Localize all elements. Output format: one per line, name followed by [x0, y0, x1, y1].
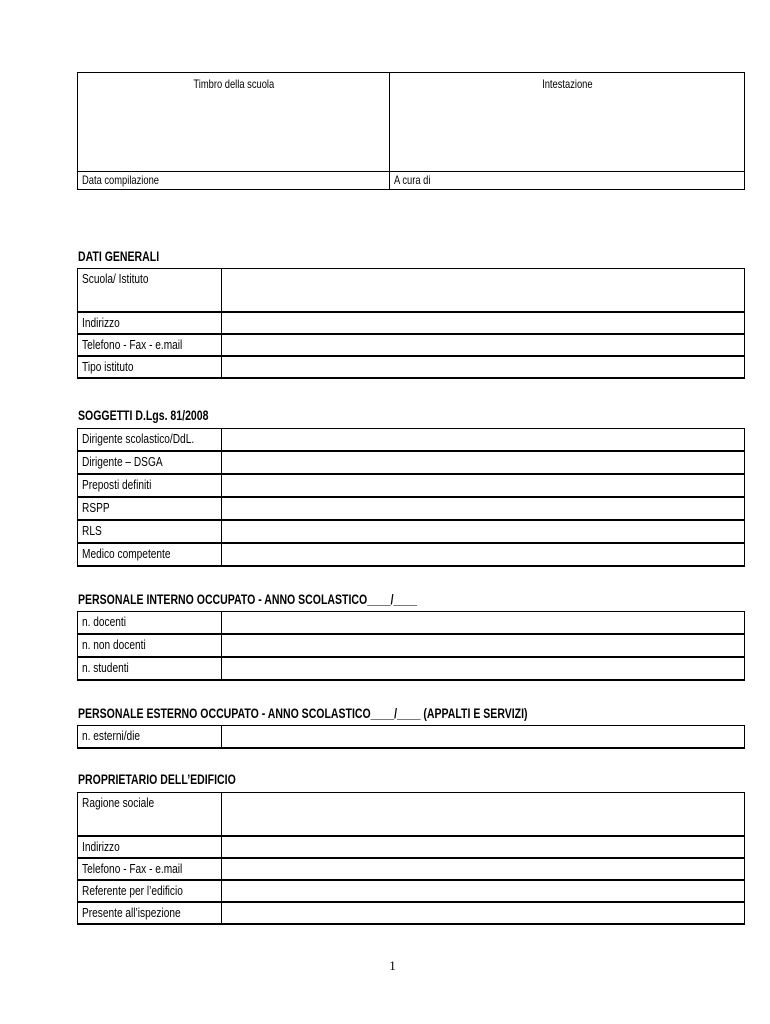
- value-field[interactable]: [222, 612, 745, 635]
- section-title-personale-interno: PERSONALE INTERNO OCCUPATO - ANNO SCOLASTICO____/____: [78, 592, 417, 607]
- value-field[interactable]: [222, 880, 745, 902]
- table-row: [78, 634, 745, 657]
- row-label: Ragione sociale: [78, 793, 222, 837]
- row-label: Tipo istituto: [78, 356, 222, 378]
- row-label: Telefono - Fax - e.mail: [78, 334, 222, 356]
- row-label: n. esterni/die: [78, 726, 222, 749]
- value-field[interactable]: [222, 497, 745, 520]
- table-row: [78, 858, 745, 880]
- value-field[interactable]: [222, 836, 745, 858]
- row-label: n. docenti: [78, 612, 222, 635]
- table-row: [78, 497, 745, 520]
- value-field[interactable]: [222, 520, 745, 543]
- table-row: [78, 657, 745, 680]
- row-label: Dirigente scolastico/DdL.: [78, 429, 222, 452]
- table-row: [78, 612, 745, 635]
- value-field[interactable]: [222, 543, 745, 566]
- section-title-personale-esterno: PERSONALE ESTERNO OCCUPATO - ANNO SCOLASTICO____/____ (APPALTI E SERVIZI): [78, 706, 528, 721]
- value-field[interactable]: [222, 793, 745, 837]
- header-table: [77, 72, 745, 190]
- table-row: [78, 269, 745, 313]
- school-stamp-label: Timbro della scuola: [193, 77, 274, 91]
- personale-esterno-table: [77, 725, 745, 749]
- value-field[interactable]: [222, 429, 745, 452]
- table-row: [78, 429, 745, 452]
- heading-label: Intestazione: [541, 77, 593, 91]
- table-row: [78, 880, 745, 902]
- curator-cell[interactable]: [390, 172, 745, 190]
- table-row: [78, 356, 745, 378]
- value-field[interactable]: [222, 902, 745, 924]
- table-row: [78, 334, 745, 356]
- table-row: [78, 902, 745, 924]
- soggetti-table: [77, 428, 745, 567]
- value-field[interactable]: [222, 474, 745, 497]
- row-label: Referente per l’edificio: [78, 880, 222, 902]
- personale-interno-table: [77, 611, 745, 681]
- table-row: [78, 451, 745, 474]
- row-label: Medico competente: [78, 543, 222, 566]
- table-row: [78, 520, 745, 543]
- table-row: [78, 836, 745, 858]
- table-row: [78, 312, 745, 334]
- row-label: Presente all’ispezione: [78, 902, 222, 924]
- page-number: 1: [389, 958, 396, 973]
- row-label: Scuola/ Istituto: [78, 269, 222, 313]
- date-cell[interactable]: [78, 172, 390, 190]
- row-label: RSPP: [78, 497, 222, 520]
- date-label: Data compilazione: [82, 173, 160, 187]
- table-row: [78, 474, 745, 497]
- value-field[interactable]: [222, 657, 745, 680]
- value-field[interactable]: [222, 356, 745, 378]
- school-stamp-cell[interactable]: [78, 73, 390, 172]
- row-label: n. non docenti: [78, 634, 222, 657]
- row-label: n. studenti: [78, 657, 222, 680]
- curator-label: A cura di: [394, 173, 431, 187]
- row-label: Indirizzo: [78, 312, 222, 334]
- dati-generali-table: [77, 268, 745, 379]
- table-row: [78, 726, 745, 749]
- table-row: [78, 793, 745, 837]
- value-field[interactable]: [222, 858, 745, 880]
- proprietario-table: [77, 792, 745, 925]
- row-label: Indirizzo: [78, 836, 222, 858]
- value-field[interactable]: [222, 726, 745, 749]
- value-field[interactable]: [222, 334, 745, 356]
- value-field[interactable]: [222, 634, 745, 657]
- heading-cell[interactable]: [390, 73, 745, 172]
- row-label: Telefono - Fax - e.mail: [78, 858, 222, 880]
- value-field[interactable]: [222, 451, 745, 474]
- row-label: Preposti definiti: [78, 474, 222, 497]
- section-title-dati-generali: DATI GENERALI: [78, 249, 160, 264]
- row-label: RLS: [78, 520, 222, 543]
- section-title-soggetti: SOGGETTI D.Lgs. 81/2008: [78, 408, 209, 423]
- table-row: [78, 543, 745, 566]
- section-title-proprietario: PROPRIETARIO DELL’EDIFICIO: [78, 772, 236, 787]
- value-field[interactable]: [222, 269, 745, 313]
- row-label: Dirigente – DSGA: [78, 451, 222, 474]
- value-field[interactable]: [222, 312, 745, 334]
